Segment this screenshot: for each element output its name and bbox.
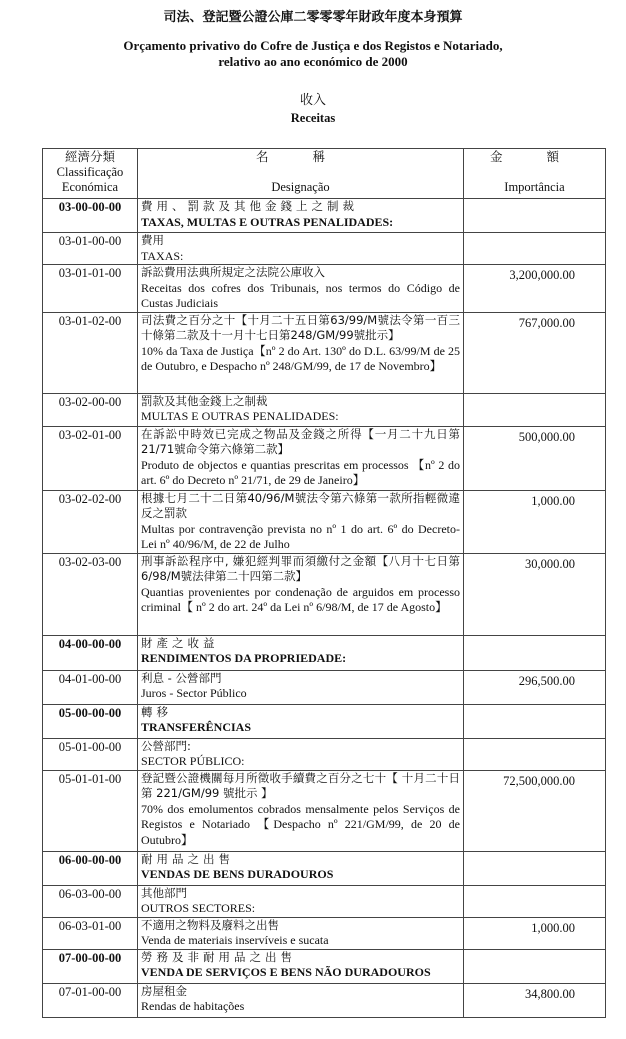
designation-chinese: 費用、罰款及其他金錢上之制裁 xyxy=(141,199,358,213)
table-row xyxy=(43,770,606,851)
amount: 72,500,000.00 xyxy=(464,770,606,851)
designation-portuguese: 10% da Taxa de Justiça【nº 2 do Art. 130º do D.L. 63/99/M de 25 de Outubro, e Despacho nº 248/GM/99, de 17 de Novembro】 xyxy=(141,343,460,373)
designation-chinese: 利息 - 公營部門 xyxy=(141,670,222,685)
table-row xyxy=(43,199,606,233)
table-row xyxy=(43,983,606,1017)
classification-code: 05-01-01-00 xyxy=(43,770,138,851)
amount: 30,000.00 xyxy=(464,553,606,635)
designation-portuguese: VENDAS DE BENS DURADOUROS xyxy=(141,867,334,881)
designation xyxy=(138,770,464,851)
designation xyxy=(138,233,464,265)
designation xyxy=(138,851,464,885)
designation-portuguese: Produto de objectos e quantias prescritas em processos 【nº 2 do art. 6º do Decreto nº 21/71, de 29 de Janeiro】 xyxy=(141,457,460,487)
header-classification: 經濟分類 Classificação Económica xyxy=(43,149,138,199)
title-portuguese-line2: relativo ao ano económico de 2000 xyxy=(218,54,408,69)
amount xyxy=(464,885,606,917)
designation xyxy=(138,199,464,233)
section-title-chinese: 收入 xyxy=(299,93,326,108)
designation-portuguese: RENDIMENTOS DA PROPRIEDADE: xyxy=(141,651,347,665)
designation xyxy=(138,983,464,1017)
amount xyxy=(464,635,606,670)
table-header-row xyxy=(43,149,606,199)
classification-code: 07-00-00-00 xyxy=(43,949,138,983)
classification-code: 03-01-00-00 xyxy=(43,233,138,265)
table-row xyxy=(43,885,606,917)
title-portuguese-line1: Orçamento privativo do Cofre de Justiça e dos Registos e Notariado, xyxy=(123,38,503,53)
amount xyxy=(464,393,606,426)
classification-code: 03-02-00-00 xyxy=(43,393,138,426)
header-designation: 名 稱 Designação xyxy=(138,149,464,199)
designation-chinese: 勞務及非耐用品之出售 xyxy=(141,949,296,964)
amount: 3,200,000.00 xyxy=(464,265,606,313)
table-row xyxy=(43,393,606,426)
designation-portuguese: TAXAS: xyxy=(141,248,184,263)
classification-code: 04-01-00-00 xyxy=(43,670,138,704)
amount xyxy=(464,233,606,265)
designation-portuguese: TRANSFERÊNCIAS xyxy=(141,720,252,734)
designation xyxy=(138,490,464,553)
classification-code: 05-01-00-00 xyxy=(43,738,138,770)
table-row xyxy=(43,704,606,738)
designation-chinese: 司法費之百分之十【十月二十五日第63/99/M號法令第一百三十條第二款及十一月十七日第248/GM/99號批示】 xyxy=(141,312,460,342)
designation-chinese: 刑事訴訟程序中, 嫌犯經判罪而須繳付之金額【八月十七日第6/98/M號法律第二十四第二款】 xyxy=(141,553,460,583)
designation-chinese: 罰款及其他金錢上之制裁 xyxy=(141,393,268,408)
table-row xyxy=(43,635,606,670)
designation-portuguese: OUTROS SECTORES: xyxy=(141,901,256,915)
amount: 1,000.00 xyxy=(464,490,606,553)
classification-code: 03-01-02-00 xyxy=(43,312,138,393)
classification-code: 03-02-02-00 xyxy=(43,490,138,553)
designation xyxy=(138,426,464,490)
designation-portuguese: MULTAS E OUTRAS PENALIDADES: xyxy=(141,409,339,423)
revenue-table xyxy=(42,148,606,1018)
header-amount: 金 額 Importância xyxy=(464,149,606,199)
table-row xyxy=(43,917,606,949)
table-row xyxy=(43,949,606,983)
designation xyxy=(138,553,464,635)
designation xyxy=(138,949,464,983)
designation-chinese: 財產之收益 xyxy=(141,635,219,650)
amount xyxy=(464,704,606,738)
amount xyxy=(464,851,606,885)
designation-portuguese: Venda de materiais inservíveis e sucata xyxy=(141,933,329,947)
designation-portuguese: 70% dos emolumentos cobrados mensalmente pelos Serviços de Registos e Notariado 【Despacho nº 221/GM/99, de 20 de Outubro】 xyxy=(141,801,460,847)
classification-code: 03-00-00-00 xyxy=(43,199,138,233)
table-row xyxy=(43,851,606,885)
classification-code: 03-02-01-00 xyxy=(43,426,138,490)
designation-portuguese: TAXAS, MULTAS E OUTRAS PENALIDADES: xyxy=(141,214,394,229)
classification-code: 05-00-00-00 xyxy=(43,704,138,738)
designation-chinese: 耐用品之出售 xyxy=(141,851,234,866)
amount xyxy=(464,949,606,983)
amount xyxy=(464,199,606,233)
amount: 1,000.00 xyxy=(464,917,606,949)
table-row xyxy=(43,738,606,770)
designation xyxy=(138,670,464,704)
classification-code: 04-00-00-00 xyxy=(43,635,138,670)
designation xyxy=(138,704,464,738)
designation-chinese: 根據七月二十二日第40/96/M號法令第六條第一款所指輕微違反之罰款 xyxy=(141,490,460,520)
designation xyxy=(138,635,464,670)
designation xyxy=(138,393,464,426)
designation xyxy=(138,738,464,770)
designation xyxy=(138,885,464,917)
designation-chinese: 費用 xyxy=(141,233,164,247)
table-row xyxy=(43,233,606,265)
table-row xyxy=(43,312,606,393)
designation-chinese: 房屋租金 xyxy=(141,983,187,998)
table-row xyxy=(43,490,606,553)
designation xyxy=(138,265,464,313)
designation-chinese: 公營部門: xyxy=(141,738,191,753)
table-row xyxy=(43,426,606,490)
designation-chinese: 在訴訟中時效已完成之物品及金錢之所得【一月二十九日第21/71號命令第六條第二款】 xyxy=(141,426,460,456)
designation-portuguese: Juros - Sector Público xyxy=(141,686,247,700)
classification-code: 06-03-00-00 xyxy=(43,885,138,917)
title-chinese: 司法、登記暨公證公庫二零零零年財政年度本身預算 xyxy=(163,10,463,25)
section-title-portuguese: Receitas xyxy=(290,111,336,125)
classification-code: 03-02-03-00 xyxy=(43,553,138,635)
designation-chinese: 登記暨公證機關每月所徵收手續費之百分之七十【 十月二十日第 221/GM/99 號批示 】 xyxy=(141,770,460,800)
table-row xyxy=(43,265,606,313)
table-row xyxy=(43,670,606,704)
designation-portuguese: SECTOR PÚBLICO: xyxy=(141,754,245,768)
amount: 296,500.00 xyxy=(464,670,606,704)
designation xyxy=(138,312,464,393)
amount: 34,800.00 xyxy=(464,983,606,1017)
classification-code: 03-01-01-00 xyxy=(43,265,138,313)
table-row xyxy=(43,553,606,635)
designation-portuguese: Quantias provenientes por condenação de arguidos em processo criminal【 nº 2 do art. 24º da Lei nº 6/98/M, de 17 de Agosto】 xyxy=(141,584,460,614)
designation-chinese: 不適用之物料及廢料之出售 xyxy=(141,917,279,932)
classification-code: 06-00-00-00 xyxy=(43,851,138,885)
amount xyxy=(464,738,606,770)
classification-code: 07-01-00-00 xyxy=(43,983,138,1017)
amount: 767,000.00 xyxy=(464,312,606,393)
designation-portuguese: Receitas dos cofres dos Tribunais, nos termos do Código de Custas Judiciais xyxy=(141,280,460,310)
classification-code: 06-03-01-00 xyxy=(43,917,138,949)
designation-portuguese: Rendas de habitações xyxy=(141,999,245,1013)
amount: 500,000.00 xyxy=(464,426,606,490)
designation-portuguese: Multas por contravenção prevista no nº 1 do art. 6º do Decreto-Lei nº 40/96/M, de 22 de Julho xyxy=(141,521,460,551)
designation-chinese: 轉移 xyxy=(141,704,172,719)
designation-portuguese: VENDA DE SERVIÇOS E BENS NÃO DURADOUROS xyxy=(141,965,431,979)
designation xyxy=(138,917,464,949)
designation-chinese: 訴訟費用法典所規定之法院公庫收入 xyxy=(141,265,325,279)
designation-chinese: 其他部門 xyxy=(141,885,187,900)
